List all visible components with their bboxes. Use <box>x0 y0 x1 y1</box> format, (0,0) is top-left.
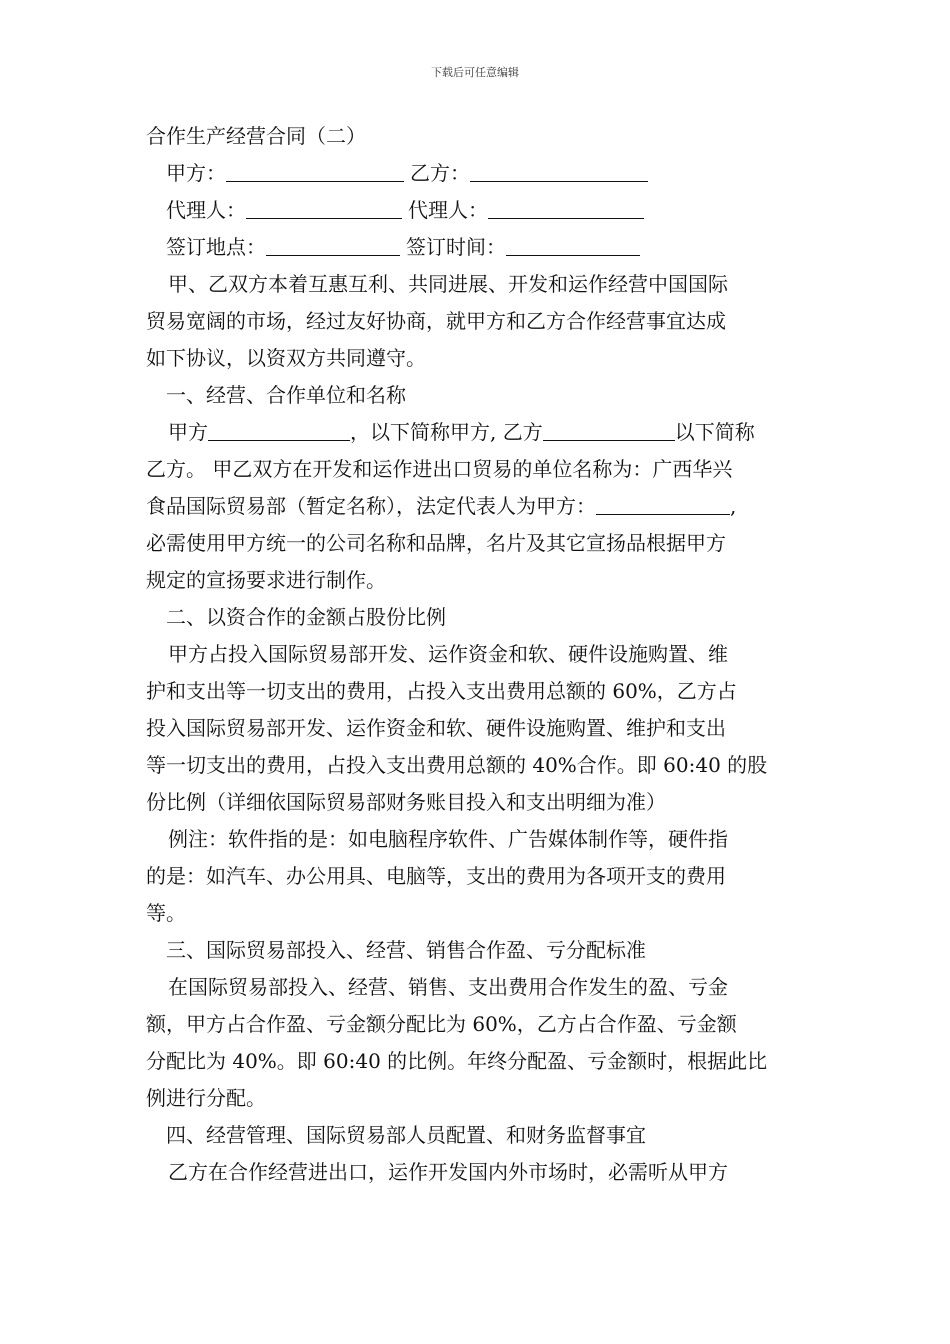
note-line: 等。 <box>146 901 186 925</box>
place-blank[interactable] <box>266 231 400 256</box>
party-a-label: 甲方： <box>166 161 226 185</box>
intro-line: 贸易宽阔的市场，经过友好协商，就甲方和乙方合作经营事宜达成 <box>146 309 726 333</box>
section-3-line: 例进行分配。 <box>146 1086 266 1110</box>
section-1-line <box>146 414 806 451</box>
party-b-blank[interactable] <box>470 157 648 182</box>
note-line: 的是：如汽车、办公用具、电脑等，支出的费用为各项开支的费用 <box>146 864 726 888</box>
section-1-line: 必需使用甲方统一的公司名称和品牌，名片及其它宣扬品根据甲方 <box>146 531 726 555</box>
intro-line: 如下协议，以资双方共同遵守。 <box>146 346 426 370</box>
intro-line: 甲、乙双方本着互惠互利、共同进展、开发和运作经营中国国际 <box>168 272 728 296</box>
agent-a-label: 代理人： <box>166 198 246 222</box>
section-2-heading: 二、以资合作的金额占股份比例 <box>166 605 446 629</box>
party-line <box>146 155 806 192</box>
section-3-heading: 三、国际贸易部投入、经营、销售合作盈、亏分配标准 <box>166 938 646 962</box>
agent-line <box>146 192 806 229</box>
note-line: 例注：软件指的是：如电脑程序软件、广告媒体制作等，硬件指 <box>168 827 728 851</box>
section-2-line: 等一切支出的费用，占投入支出费用总额的 40%合作。即 60:40 的股 <box>146 753 768 777</box>
place-label: 签订地点： <box>166 235 266 259</box>
party-a-blank[interactable] <box>226 157 404 182</box>
section-2-line: 护和支出等一切支出的费用，占投入支出费用总额的 60%，乙方占 <box>146 679 737 703</box>
s1-text-rep: 食品国际贸易部（暂定名称），法定代表人为甲方： <box>146 494 596 518</box>
section-1-line: 规定的宣扬要求进行制作。 <box>146 568 386 592</box>
section-4-heading: 四、经营管理、国际贸易部人员配置、和财务监督事宜 <box>166 1123 646 1147</box>
document-title: 合作生产经营合同（二） <box>146 124 366 148</box>
s1-party-a-blank[interactable] <box>208 416 350 441</box>
section-2-line: 投入国际贸易部开发、运作资金和软、硬件设施购置、维护和支出 <box>146 716 726 740</box>
section-2-line: 份比例（详细依国际贸易部财务账目投入和支出明细为准） <box>146 790 666 814</box>
section-1-line <box>146 488 806 525</box>
legal-rep-blank[interactable] <box>596 490 730 515</box>
page-header: 下载后可任意编辑 <box>431 66 519 79</box>
section-1-heading: 一、经营、合作单位和名称 <box>166 383 406 407</box>
time-blank[interactable] <box>506 231 640 256</box>
time-label: 签订时间： <box>406 235 506 259</box>
s1-text-b: ，以下简称甲方, 乙方 <box>350 420 543 444</box>
section-4-line: 乙方在合作经营进出口，运作开发国内外市场时，必需听从甲方 <box>168 1160 728 1184</box>
section-3-line: 额，甲方占合作盈、亏金额分配比为 60%，乙方占合作盈、亏金额 <box>146 1012 737 1036</box>
signing-line <box>146 229 806 266</box>
section-3-line: 分配比为 40%。即 60:40 的比例。年终分配盈、亏金额时，根据此比 <box>146 1049 768 1073</box>
contract-document <box>146 118 806 1191</box>
agent-b-blank[interactable] <box>488 194 644 219</box>
s1-text-a: 甲方 <box>168 420 208 444</box>
section-1-line: 乙方。 甲乙双方在开发和运作进出口贸易的单位名称为：广西华兴 <box>146 457 733 481</box>
agent-a-blank[interactable] <box>246 194 402 219</box>
party-b-label: 乙方： <box>410 161 470 185</box>
s1-party-b-blank[interactable] <box>543 416 675 441</box>
s1-text-c: 以下简称 <box>674 420 755 444</box>
section-3-line: 在国际贸易部投入、经营、销售、支出费用合作发生的盈、亏金 <box>168 975 728 999</box>
section-2-line: 甲方占投入国际贸易部开发、运作资金和软、硬件设施购置、维 <box>168 642 728 666</box>
agent-b-label: 代理人： <box>408 198 488 222</box>
s1-comma: , <box>730 494 737 518</box>
